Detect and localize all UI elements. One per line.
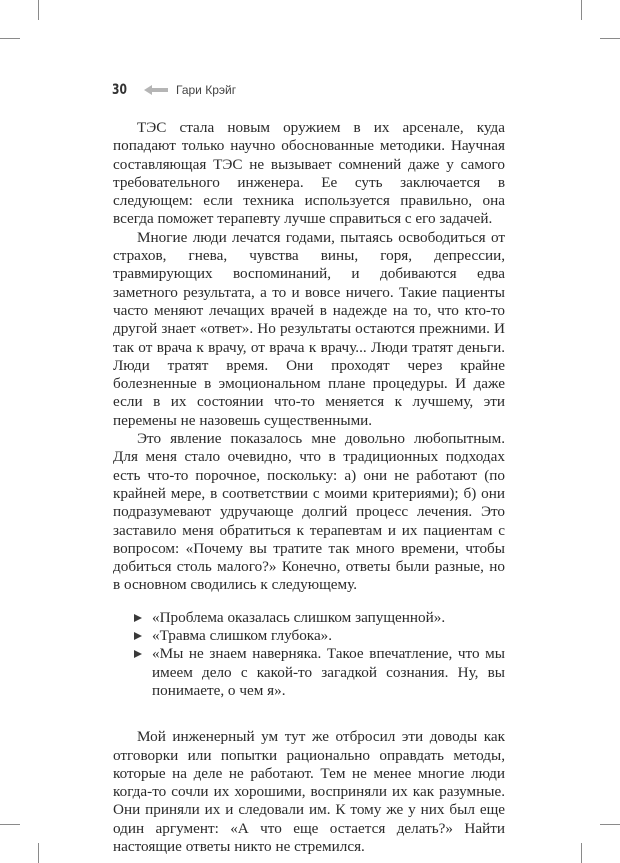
- triangle-bullet-icon: [134, 632, 142, 640]
- crop-mark-top-right-vertical: [581, 0, 582, 20]
- list-item: [113, 609, 505, 627]
- triangle-bullet-icon: [134, 614, 142, 622]
- crop-mark-bottom-left-horizontal: [0, 824, 20, 825]
- author-name: Гари Крэйг: [176, 83, 237, 97]
- triangle-bullet-icon: [134, 650, 142, 658]
- crop-mark-top-left-vertical: [38, 0, 39, 20]
- crop-mark-bottom-right-vertical: [581, 843, 582, 863]
- crop-mark-top-right-horizontal: [600, 38, 620, 39]
- paragraph: Это явление показалось мне довольно любопытным. Для меня стало очевидно, что в традиционных подходах есть что-то порочное, поскольку: а) они не работают (по крайней мере, в соответствии с моими критериями); б) они подразумевают удручающе долгий процесс лечения. Это заставило меня обратиться к терапевтам и их пациентам с вопросом: «Почему вы тратите так много времени, чтобы добиться столь малого?» Конечно, ответы были разные, но в основном сводились к следующему.: [113, 430, 505, 594]
- running-header: [112, 80, 236, 100]
- left-arrow-icon: [144, 85, 168, 95]
- page-number: 30: [112, 82, 127, 98]
- bullet-list: [113, 609, 505, 700]
- paragraph: Многие люди лечатся годами, пытаясь освободиться от страхов, гнева, чувства вины, горя, депрессии, травмирующих воспоминаний, и добиваются едва заметного результата, а то и вовсе ничего. Такие пациенты часто меняют лечащих врачей в надежде на то, что кто-то другой знает «ответ». Но результаты остаются прежними. И так от врача к врачу, от врача к врачу... Люди тратят деньги. Люди тратят время. Они проходят через крайне болезненные в эмоциональном плане процедуры. И даже если в их состоянии что-то меняется к лучшему, эти перемены не назовешь существенными.: [113, 228, 505, 429]
- list-item: [113, 627, 505, 645]
- crop-mark-bottom-right-horizontal: [600, 824, 620, 825]
- page-body: [113, 119, 505, 856]
- paragraph: Мой инженерный ум тут же отбросил эти доводы как отговорки или попытки рационально оправдать методы, которые на деле не работают. Тем не менее многие люди когда-то сочли их хорошими, восприняли их как разумные. Они приняли их и следовали им. К тому же у них был еще один аргумент: «А что еще остается делать?» Найти настоящие ответы никто не стремился.: [113, 728, 505, 855]
- paragraph: ТЭС стала новым оружием в их арсенале, куда попадают только научно обоснованные методики. Научная составляющая ТЭС не вызывает сомнений даже у самого требовательного инженера. Ее суть заключается в следующем: если техника используется правильно, она всегда поможет терапевту лучше справиться с его задачей.: [113, 119, 505, 228]
- crop-mark-bottom-left-vertical: [38, 843, 39, 863]
- crop-mark-top-left-horizontal: [0, 38, 20, 39]
- list-item: [113, 645, 505, 700]
- list-item-text: «Проблема оказалась слишком запущенной».: [152, 608, 446, 626]
- list-item-text: «Травма слишком глубока».: [152, 627, 333, 645]
- list-item-text: «Мы не знаем наверняка. Такое впечатление, что мы имеем дело с какой-то загадкой сознания. Ну, вы понимаете, о чем я».: [152, 645, 505, 699]
